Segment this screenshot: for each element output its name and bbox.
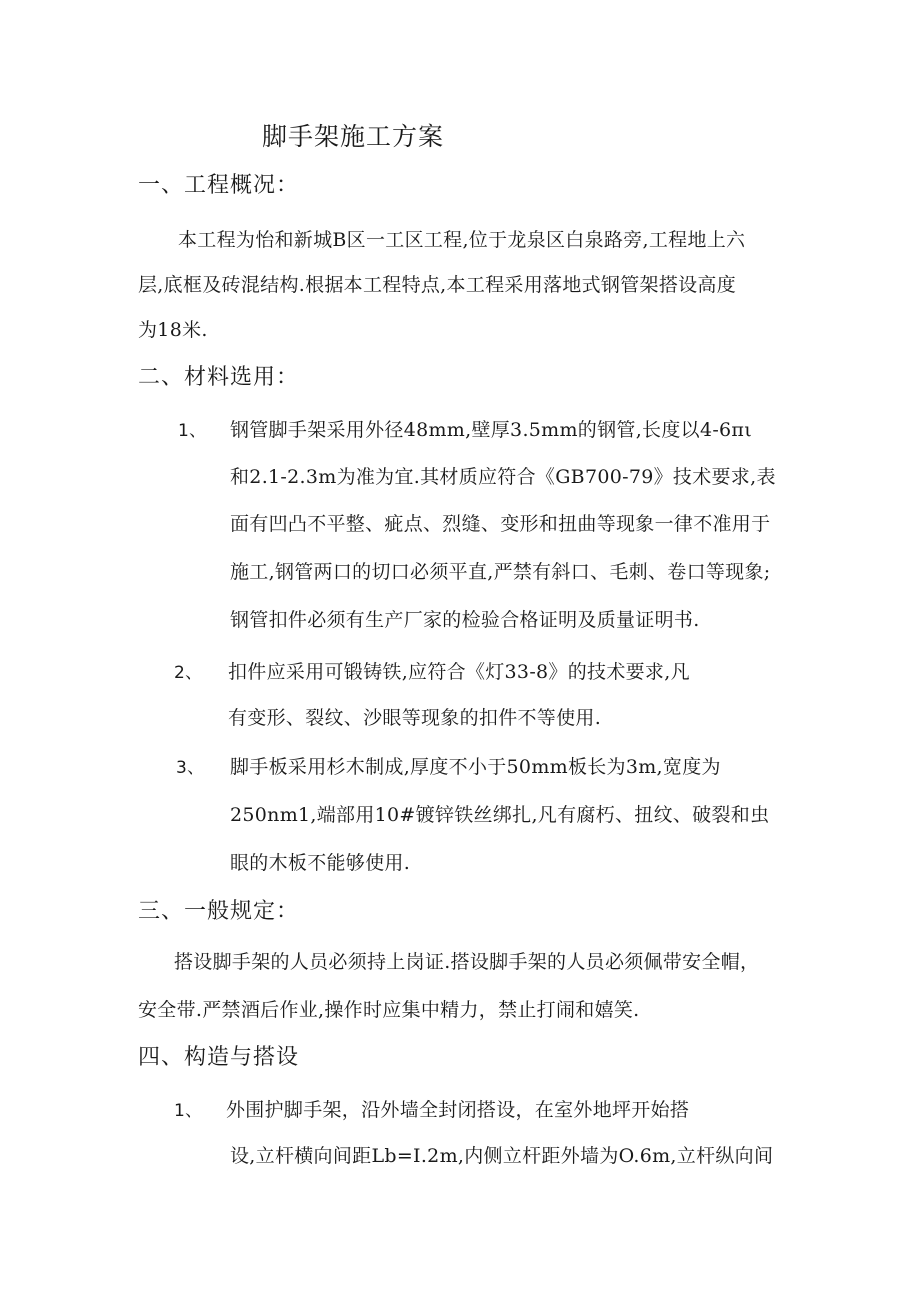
list-item-line: 和2.1-2.3m为准为宜.其材质应符合《GB700-79》技术要求,表 [230,466,776,488]
list-item-line: 施工,钢管两口的切口必须平直,严禁有斜口、毛刺、卷口等现象; [230,561,771,583]
list-item-line: 面有凹凸不平整、疵点、烈缝、变形和扭曲等现象一律不准用于 [230,513,771,535]
paragraph-line: 安全带.严禁酒后作业,操作时应集中精力，禁止打闹和嬉笑. [138,999,640,1021]
paragraph-line: 为18米. [138,319,208,341]
document-title: 脚手架施工方案 [262,122,445,151]
section-heading-materials: 二、材料选用： [138,365,300,390]
section-heading-overview: 一、工程概况： [138,173,300,198]
list-item-line: 钢管扣件必须有生产厂家的检验合格证明及质量证明书. [230,609,700,631]
paragraph-line: 搭设脚手架的人员必须持上岗证.搭设脚手架的人员必须佩带安全帽， [174,951,760,973]
list-item-number: 3、 [176,758,205,778]
list-item-line: 脚手板采用杉木制成,厚度不小于50mm板长为3m,宽度为 [230,756,721,778]
list-item-line: 设,立杆横向间距Lb=I.2m,内侧立杆距外墙为O.6m,立杆纵向间 [230,1145,774,1167]
paragraph-line: 层,底框及砖混结构.根据本工程特点,本工程采用落地式钢管架搭设高度 [138,274,737,296]
list-item-number: 1、 [174,1101,203,1121]
list-item-number: 1、 [178,421,207,441]
section-heading-construction: 四、构造与搭设 [138,1045,300,1070]
list-item-line: 钢管脚手架采用外径48mm,壁厚3.5mm的钢管,长度以4-6πι [230,419,752,441]
section-heading-general-rules: 三、一般规定： [138,899,300,924]
list-item-line: 有变形、裂纹、沙眼等现象的扣件不等使用. [228,707,602,729]
list-item-line: 外围护脚手架，沿外墙全封闭搭设，在室外地坪开始搭 [226,1099,690,1121]
paragraph-line: 本工程为怡和新城B区一工区工程,位于龙泉区白泉路旁,工程地上六 [178,229,746,251]
list-item-line: 扣件应采用可锻铸铁,应符合《灯33-8》的技术要求,凡 [228,661,690,683]
list-item-line: 250nm1,端部用10#镀锌铁丝绑扎,凡有腐朽、扭纹、破裂和虫 [230,804,770,826]
list-item-line: 眼的木板不能够使用. [230,852,411,874]
list-item-number: 2、 [174,663,203,683]
